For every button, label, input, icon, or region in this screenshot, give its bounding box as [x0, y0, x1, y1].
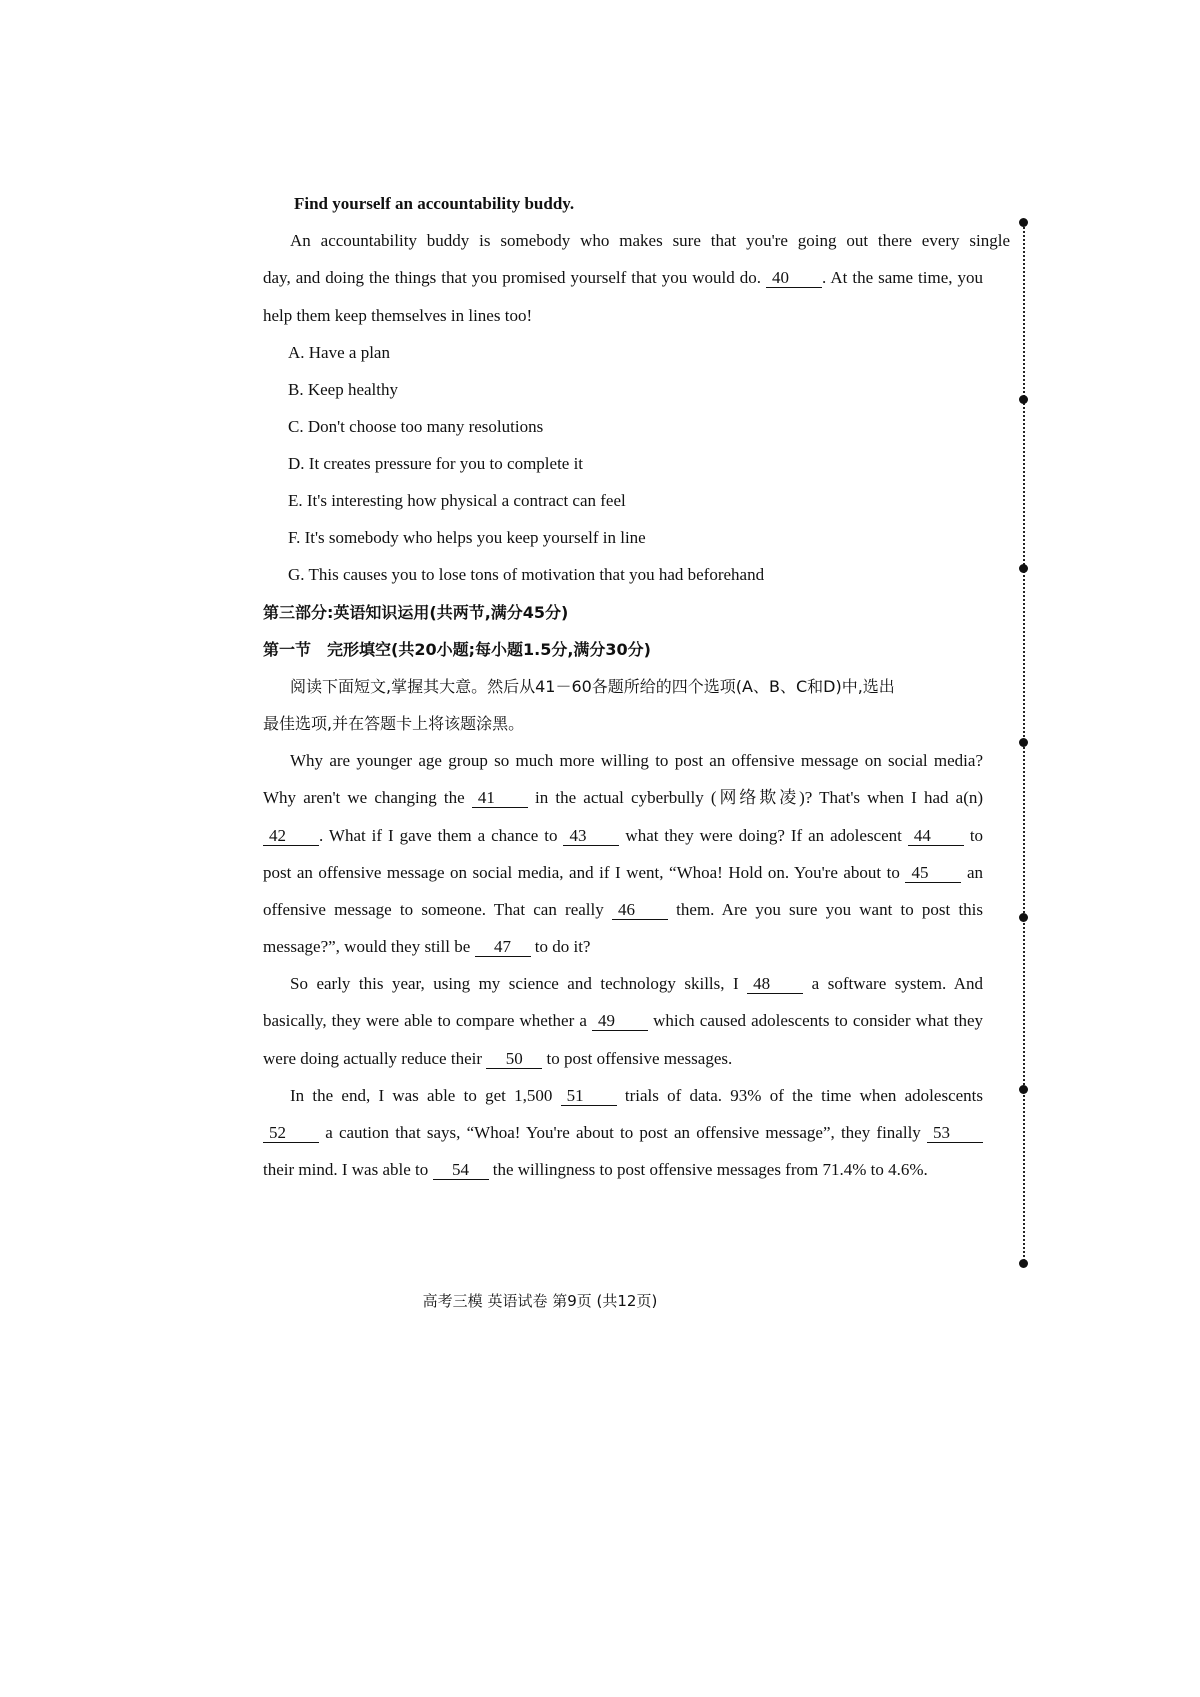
section-heading: Find yourself an accountability buddy. [294, 194, 575, 213]
option-b: B. Keep healthy [288, 380, 398, 399]
cloze-line: message?”, would they still be 47 to do it? [263, 937, 591, 956]
cloze-line: 52 a caution that says, “Whoa! You're about to post an offensive message”, they finally 53 [263, 1122, 983, 1144]
cloze-line: post an offensive message on social media, and if I went, “Whoa! Hold on. You're about to 45 an [263, 863, 984, 882]
blank-43: 43 [563, 827, 619, 846]
blank-52: 52 [263, 1124, 319, 1143]
binding-dot [1019, 913, 1028, 922]
option-a: A. Have a plan [288, 343, 390, 362]
cloze-line: So early this year, using my science and technology skills, I 48 a software system. And [290, 974, 984, 993]
section-one-title: 第一节 完形填空(共20小题;每小题1.5分,满分30分) [263, 640, 651, 659]
blank-49: 49 [592, 1012, 648, 1031]
blank-48: 48 [747, 975, 803, 994]
blank-40: 40 [766, 269, 822, 288]
page-footer: 高考三模 英语试卷 第9页 (共12页) [422, 1292, 658, 1310]
blank-51: 51 [561, 1087, 617, 1106]
binding-dot [1019, 564, 1028, 573]
instructions-line: 阅读下面短文,掌握其大意。然后从41－60各题所给的四个选项(A、B、C和D)中,选出 [290, 677, 895, 696]
blank-41: 41 [472, 789, 528, 808]
passage-line: help them keep themselves in lines too! [263, 306, 533, 325]
blank-42: 42 [263, 827, 319, 846]
binding-dot [1019, 1259, 1028, 1268]
option-e: E. It's interesting how physical a contract can feel [288, 491, 626, 510]
blank-45: 45 [905, 864, 961, 883]
cloze-line: their mind. I was able to 54 the willingness to post offensive messages from 71.4% to 4.6%. [263, 1160, 928, 1179]
option-d: D. It creates pressure for you to complete it [288, 454, 584, 473]
binding-dot [1019, 218, 1028, 227]
instructions-line: 最佳选项,并在答题卡上将该题涂黑。 [263, 714, 525, 733]
option-g: G. This causes you to lose tons of motivation that you had beforehand [288, 565, 765, 584]
cloze-line: 42 . What if I gave them a chance to 43 what they were doing? If an adolescent 44 to [263, 825, 983, 847]
cloze-line: were doing actually reduce their 50 to post offensive messages. [263, 1049, 733, 1068]
binding-dot [1019, 738, 1028, 747]
cloze-line: In the end, I was able to get 1,500 51 trials of data. 93% of the time when adolescents [290, 1086, 983, 1105]
blank-47: 47 [475, 938, 531, 957]
passage-line: day, and doing the things that you promised yourself that you would do. 40 . At the same time, you [263, 268, 984, 287]
blank-50: 50 [486, 1050, 542, 1069]
blank-44: 44 [908, 827, 964, 846]
blank-46: 46 [612, 901, 668, 920]
binding-dot [1019, 395, 1028, 404]
cloze-line: basically, they were able to compare whether a 49 which caused adolescents to consider what they [263, 1011, 983, 1030]
passage-line: An accountability buddy is somebody who makes sure that you're going out there every single [290, 231, 1010, 250]
option-c: C. Don't choose too many resolutions [288, 417, 544, 436]
blank-53: 53 [927, 1124, 983, 1143]
blank-54: 54 [433, 1161, 489, 1180]
cloze-line: Why are younger age group so much more willing to post an offensive message on social media? [290, 751, 983, 770]
part-three-title: 第三部分:英语知识运用(共两节,满分45分) [263, 603, 569, 622]
binding-dot [1019, 1085, 1028, 1094]
cloze-line: offensive message to someone. That can really 46 them. Are you sure you want to post this [263, 900, 984, 919]
cloze-line: Why aren't we changing the 41 in the actual cyberbully (网络欺凌)? That's when I had a(n) [263, 788, 984, 807]
option-f: F. It's somebody who helps you keep yourself in line [288, 528, 646, 547]
